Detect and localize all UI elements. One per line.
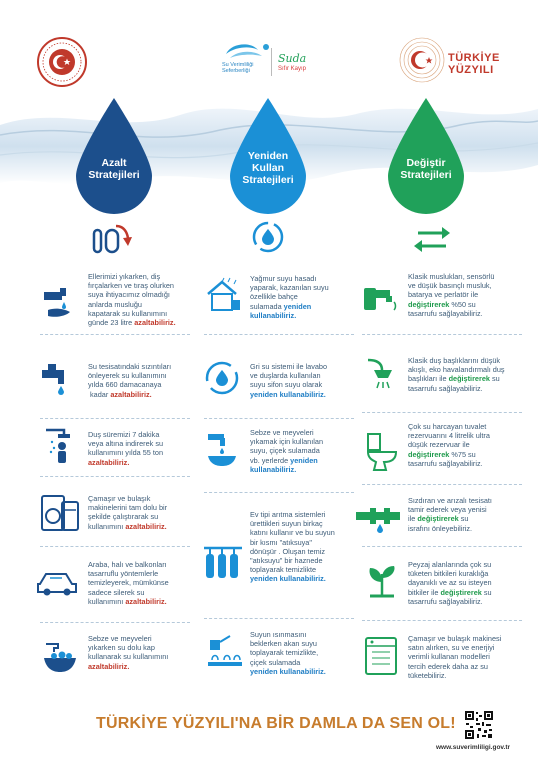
campaign-text xyxy=(222,62,266,74)
reduce-1-line-4: anlarda musluğu xyxy=(88,299,142,309)
reuse-5-line-3: toplayarak temizlikte, xyxy=(250,648,319,658)
reduce-4-line-1: Çamaşır ve bulaşık xyxy=(88,494,151,503)
change-5-emphasis: değiştirerek xyxy=(440,587,482,597)
reuse-item-2 xyxy=(250,362,360,399)
reduce-2-line-3: yılda 660 damacanaya xyxy=(88,380,162,390)
change-3-line-2: rezervuarını 4 litrelik ultra xyxy=(408,431,490,441)
reuse-4-emphasis: yeniden kullanabiliriz. xyxy=(250,574,326,584)
reuse-2-line-2: ve duşlarda kullanılan xyxy=(250,371,321,381)
water-filter-system-icon xyxy=(202,540,244,584)
change-2-line-2: akışlı, eko havalandırmalı duş xyxy=(408,365,505,375)
reuse-1-emphasis-a: yeniden xyxy=(283,301,312,311)
reduce-4-emphasis: azaltabiliriz. xyxy=(125,521,167,531)
divider xyxy=(40,622,190,624)
divider xyxy=(362,620,522,622)
reuse-1-emphasis-b: kullanabiliriz. xyxy=(250,310,297,320)
reuse-1-line-4a: sulamada xyxy=(250,301,284,311)
divider xyxy=(362,484,522,486)
reuse-3-line-1: Sebze ve meyveleri xyxy=(250,428,314,437)
shower-head-icon xyxy=(364,356,402,392)
change-item-5 xyxy=(408,560,526,606)
reduce-1-line-2: fırçalarken ve tıraş olurken xyxy=(88,281,174,291)
reuse-4-line-3: katını kullanır ve bu suyun xyxy=(250,528,335,538)
reuse-4-line-5: dönüşür . Oluşan temiz xyxy=(250,546,326,556)
change-1-line-2: ve düşük basınçlı musluk, xyxy=(408,281,492,291)
change-item-3 xyxy=(408,422,526,468)
reuse-5-line-4: çiçek sulamada xyxy=(250,657,301,667)
rain-harvest-house-icon xyxy=(204,276,244,316)
reuse-item-3 xyxy=(250,428,360,474)
water-drops-logo xyxy=(222,40,274,62)
leaking-faucet-icon xyxy=(40,362,78,398)
reuse-3-line-3: suyu, çiçek sulamada xyxy=(250,446,320,456)
divider xyxy=(362,546,522,548)
reduce-item-3 xyxy=(88,430,198,467)
change-1-line-3: batarya ve perlatör ile xyxy=(408,290,479,300)
logo-divider xyxy=(271,48,272,76)
change-6-line-4: tercih ederek daha az su xyxy=(408,661,488,671)
turkiye-text: TÜRKİYE xyxy=(448,52,500,64)
recycle-drop-icon xyxy=(248,220,288,254)
ministry-emblem-logo xyxy=(36,36,88,88)
swap-arrows-icon xyxy=(412,222,452,256)
reduce-5-line-2: tasarruflu yöntemlerle xyxy=(88,569,159,579)
divider xyxy=(40,546,190,548)
change-4-line-4: israfını önleyebiliriz. xyxy=(408,523,473,533)
reduce-2-line-1: Su tesisatındaki sızıntıları xyxy=(88,362,172,371)
reduce-5-line-4: sadece silerek su xyxy=(88,587,145,597)
reduce-title-line-1: Azalt xyxy=(101,157,127,169)
reduce-5-line-3: temizleyerek, mümkünse xyxy=(88,578,169,588)
reduce-4-line-2: makinelerini tam dolu bir xyxy=(88,503,168,513)
change-5-line-2: tüketen bitkileri kuraklığa xyxy=(408,569,489,579)
reuse-5-line-1: Suyun ısınmasını xyxy=(250,630,307,639)
reduce-5-line-5a: kullanımını xyxy=(88,596,126,606)
reuse-4-line-2: ürettikleri suyun birkaç xyxy=(250,519,323,529)
reduce-6-line-1: Sebze ve meyveleri xyxy=(88,634,152,643)
reduce-item-6 xyxy=(88,634,198,671)
change-2-line-3c: su xyxy=(489,374,500,384)
change-title-line-2: Stratejileri xyxy=(400,169,452,181)
change-6-line-3: verimli kullanan modelleri xyxy=(408,652,490,662)
reuse-item-4 xyxy=(250,510,360,584)
change-3-line-3: düşük rezervuar ile xyxy=(408,440,470,450)
reuse-3-line-4a: vb. yerlerde xyxy=(250,455,291,465)
car-wash-icon xyxy=(36,568,80,598)
drop-reduce-title xyxy=(72,157,156,181)
change-3-emphasis: değiştirerek xyxy=(408,449,450,459)
change-4-emphasis: değiştirerek xyxy=(417,514,459,524)
divider xyxy=(362,334,522,336)
reuse-title-line-1: Yeniden xyxy=(247,150,289,162)
change-1-line-1: Klasik muslukları, sensörlü xyxy=(408,272,495,281)
reduce-1-line-1: Ellerimizi yıkarken, diş xyxy=(88,272,161,281)
change-item-6 xyxy=(408,634,530,680)
change-2-line-4: tasarrufu sağlayabiliriz. xyxy=(408,383,483,393)
change-title-line-1: Değiştir xyxy=(406,157,446,169)
reuse-title-line-3: Stratejileri xyxy=(242,174,294,186)
change-item-2 xyxy=(408,356,530,393)
reduce-item-4 xyxy=(88,494,198,531)
drought-plant-icon xyxy=(364,564,400,602)
divider xyxy=(362,412,522,414)
reduce-2-line-2: önleyerek su kullanımını xyxy=(88,371,167,381)
reuse-1-line-3: özellikle bahçe xyxy=(250,292,298,302)
reduce-title-line-2: Stratejileri xyxy=(88,169,140,181)
reuse-4-line-6: "atıksuyu" bir haznede xyxy=(250,556,323,566)
change-6-line-5: tüketebiliriz. xyxy=(408,670,447,680)
change-5-line-4c: su xyxy=(481,587,492,597)
reduce-4-line-3: şekilde çalıştırarak su xyxy=(88,512,159,522)
reduce-3-emphasis: azaltabiliriz. xyxy=(88,457,130,467)
change-6-line-1: Çamaşır ve bulaşık makinesi xyxy=(408,634,502,643)
change-item-4 xyxy=(408,496,526,533)
sensor-faucet-icon xyxy=(362,282,402,316)
change-6-line-2: satın alırken, su ve enerjiyi xyxy=(408,643,495,653)
divider xyxy=(204,418,354,420)
reduce-1-line-3: suya ihtiyacımız olmadığı xyxy=(88,290,170,300)
reuse-5-line-2: beklerken akan suyu xyxy=(250,639,317,649)
reduce-5-line-1: Araba, halı ve balkonları xyxy=(88,560,167,569)
reuse-2-line-1: Gri su sistemi ile lavabo xyxy=(250,362,328,371)
change-1-emphasis: değiştirerek xyxy=(408,299,450,309)
change-2-line-3a: başlıkları ile xyxy=(408,374,449,384)
change-1-line-5: tasarrufu sağlayabiliriz. xyxy=(408,308,483,318)
reuse-4-line-7: toplayarak temizlikte xyxy=(250,565,317,575)
change-item-1 xyxy=(408,272,526,318)
reduce-6-line-2: yıkarken su dolu kap xyxy=(88,643,155,653)
change-5-line-4a: bitkiler ile xyxy=(408,587,441,597)
reuse-2-emphasis: yeniden kullanabiliriz. xyxy=(250,389,326,399)
reuse-3-emphasis-a: yeniden xyxy=(290,455,318,465)
divider xyxy=(204,618,354,620)
reduce-2-line-4a: kadar xyxy=(90,389,111,399)
faucet-basin-icon xyxy=(204,428,242,468)
reuse-3-line-2: yıkamak için kullanılan xyxy=(250,437,324,447)
washing-machine-icon xyxy=(40,492,80,534)
reduce-3-line-2: veya altına indirerek su xyxy=(88,439,164,449)
sifir-kayip-text: Sıfır Kayıp xyxy=(278,66,307,72)
suda-text: Suda xyxy=(278,52,307,65)
reuse-4-line-1: Ev tipi arıtma sistemleri xyxy=(250,510,326,519)
watering-can-plants-icon xyxy=(204,634,244,670)
divider xyxy=(40,418,190,420)
footer-slogan: TÜRKİYE YÜZYILI'NA BİR DAMLA DA SEN OL! xyxy=(96,715,456,732)
reuse-5-emphasis: yeniden kullanabiliriz. xyxy=(250,666,326,676)
reduce-1-line-6a: günde 23 litre xyxy=(88,318,135,328)
change-3-line-4c: %75 su xyxy=(449,449,476,459)
qr-code[interactable] xyxy=(464,710,494,740)
reuse-item-5 xyxy=(250,630,360,676)
drop-reuse-title xyxy=(226,150,310,186)
reduce-1-line-5: kapatarak su kullanımını xyxy=(88,308,168,318)
shower-person-icon xyxy=(42,424,78,464)
yuzyili-text: YÜZYILI xyxy=(448,64,494,76)
change-1-line-4c: %50 su xyxy=(449,299,476,309)
toilet-icon xyxy=(364,432,400,472)
divider xyxy=(204,492,354,494)
dishwasher-icon xyxy=(364,636,398,676)
change-4-line-2: tamir ederek veya yenisi xyxy=(408,505,487,515)
drop-change-title xyxy=(384,157,468,181)
change-4-line-3c: su xyxy=(458,514,469,524)
reduce-item-2 xyxy=(88,362,198,399)
reuse-4-line-4: bir kısmı "atıksuya" xyxy=(250,537,312,547)
divider xyxy=(40,334,190,336)
reuse-1-line-2: yaparak, kazanılan suyu xyxy=(250,283,329,293)
change-3-line-5: tasarrufu sağlayabiliriz. xyxy=(408,458,483,468)
campaign-line-2: Seferberliği xyxy=(222,68,250,74)
reduce-1-emphasis: azaltabiliriz. xyxy=(134,318,176,328)
reuse-3-emphasis-b: kullanabiliriz. xyxy=(250,464,297,474)
reuse-1-line-1: Yağmur suyu hasadı xyxy=(250,274,317,283)
divider xyxy=(204,334,354,336)
change-5-line-3: dayanıklı ve az su isteyen xyxy=(408,578,492,588)
washing-vegetables-icon xyxy=(40,640,80,674)
reduce-6-line-3: kullanarak su kullanımını xyxy=(88,652,169,662)
reduce-item-5 xyxy=(88,560,198,606)
change-3-line-1: Çok su harcayan tuvalet xyxy=(408,422,487,431)
turkiye-yuzyili-emblem xyxy=(398,36,446,84)
grey-water-cycle-icon xyxy=(204,360,240,396)
reuse-item-1 xyxy=(250,274,360,320)
change-4-line-1: Sızdıran ve arızalı tesisatı xyxy=(408,496,492,505)
reduce-2-emphasis: azaltabiliriz. xyxy=(110,389,152,399)
change-2-emphasis: değiştirerek xyxy=(448,374,490,384)
reduce-4-line-4a: kullanımını xyxy=(88,521,126,531)
reduce-3-line-3: kullanımını yılda 55 ton xyxy=(88,448,164,458)
change-5-line-1: Peyzaj alanlarında çok su xyxy=(408,560,492,569)
reuse-title-line-2: Kullan xyxy=(251,162,285,174)
reduce-3-line-1: Duş süremizi 7 dakika xyxy=(88,430,160,439)
hand-faucet-icon xyxy=(40,282,78,322)
campaign-line-1: Su Verimliliği xyxy=(222,62,254,68)
change-2-line-1: Klasik duş başlıklarını düşük xyxy=(408,356,501,365)
leaking-pipe-icon xyxy=(354,500,402,536)
reduce-gauge-icon xyxy=(92,222,132,256)
change-4-line-3a: ile xyxy=(408,514,418,524)
website-url[interactable]: www.suverimliligi.gov.tr xyxy=(436,744,511,751)
reduce-5-emphasis: azaltabiliriz. xyxy=(125,596,167,606)
divider xyxy=(40,476,190,478)
change-5-line-5: tasarrufu sağlayabiliriz. xyxy=(408,596,483,606)
reduce-item-1 xyxy=(88,272,198,327)
reuse-2-line-3: suyu sifon suyu olarak xyxy=(250,380,323,390)
reduce-6-emphasis: azaltabiliriz. xyxy=(88,661,130,671)
